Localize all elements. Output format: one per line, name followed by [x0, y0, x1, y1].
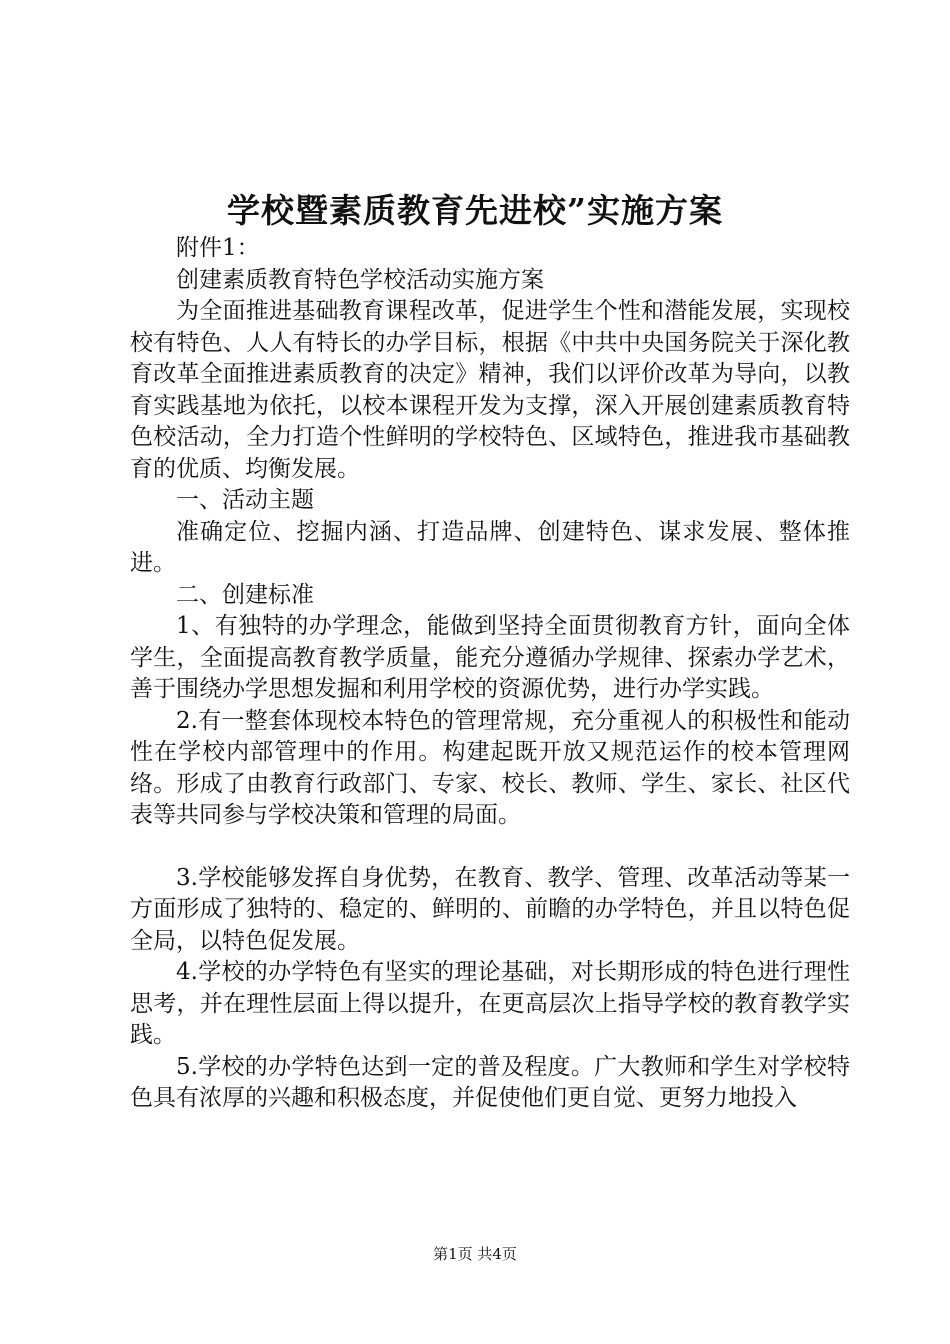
paragraph-standard-5: 5.学校的办学特色达到一定的普及程度。广大教师和学生对学校特色具有浓厚的兴趣和积极态度，并促使他们更自觉、更努力地投入	[130, 1053, 850, 1111]
paragraph-standard-4: 4.学校的办学特色有坚实的理论基础，对长期形成的特色进行理性思考，并在理性层面上得以提升，在更高层次上指导学校的教育教学实践。	[130, 959, 850, 1048]
document-body	[130, 233, 850, 1115]
paragraph-attachment: 附件1：	[176, 235, 260, 261]
paragraph-subtitle: 创建素质教育特色学校活动实施方案	[176, 266, 544, 293]
document-title: 学校暨素质教育先进校”实施方案	[227, 191, 723, 230]
paragraph-standard-2: 2.有一整套体现校本特色的管理常规，充分重视人的积极性和能动性在学校内部管理中的作用。构建起既开放又规范运作的校本管理网络。形成了由教育行政部门、专家、校长、教师、学生、家长、社区代表等共同参与学校决策和管理的局面。	[130, 707, 850, 828]
paragraph-standard-3: 3.学校能够发挥自身优势，在教育、教学、管理、改革活动等某一方面形成了独特的、稳定的、鲜明的、前瞻的办学特色，并且以特色促全局，以特色促发展。	[130, 864, 850, 954]
heading-standards: 二、创建标准	[176, 581, 314, 608]
paragraph-theme: 准确定位、挖掘内涵、打造品牌、创建特色、谋求发展、整体推进。	[130, 518, 850, 576]
paragraph-standard-1: 1、有独特的办学理念，能做到坚持全面贯彻教育方针，面向全体学生，全面提高教育教学质量，能充分遵循办学规律、探索办学艺术，善于围绕办学思想发掘和利用学校的资源优势，进行办学实践。	[130, 613, 850, 702]
paragraph-spacer	[130, 832, 850, 863]
heading-activity-theme: 一、活动主题	[176, 487, 314, 513]
paragraph-intro: 为全面推进基础教育课程改革，促进学生个性和潜能发展，实现校校有特色、人人有特长的办学目标，根据《中共中央国务院关于深化教育改革全面推进素质教育的决定》精神，我们以评价改革为导向，以教育实践基地为依托，以校本课程开发为支撑，深入开展创建素质教育特色校活动，全力打造个性鲜明的学校特色、区域特色，推进我市基础教育的优质、均衡发展。	[130, 298, 850, 482]
page-footer: 第1页 共4页	[433, 1245, 517, 1263]
